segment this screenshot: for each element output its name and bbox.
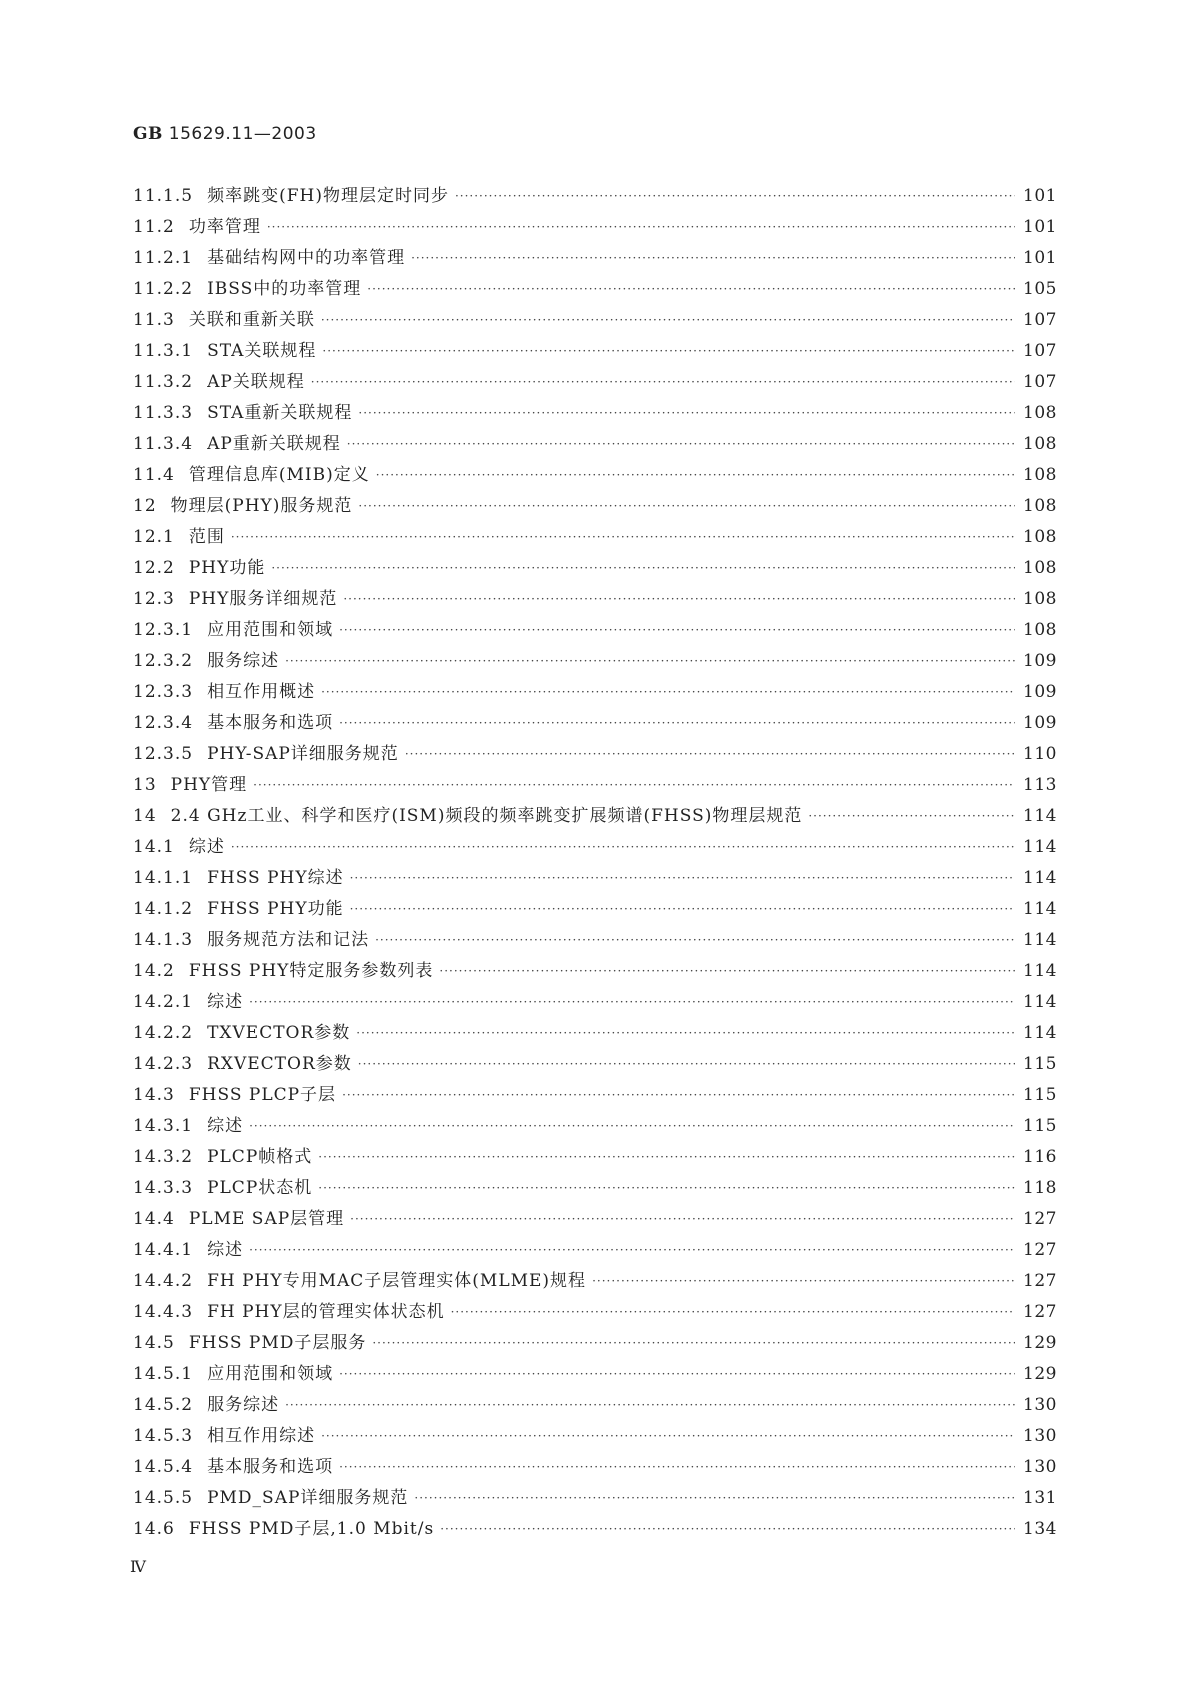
- toc-entry-number: 11.3.1: [133, 341, 194, 361]
- toc-entry-page: 114: [1023, 837, 1057, 857]
- toc-entry[interactable]: [133, 398, 1057, 429]
- toc-entry-page: 115: [1023, 1116, 1057, 1136]
- toc-leader-dots: [249, 1235, 1015, 1266]
- toc-entry[interactable]: [133, 336, 1057, 367]
- toc-entry[interactable]: [133, 677, 1057, 708]
- toc-entry-title: FHSS PHY综述: [207, 868, 344, 888]
- toc-entry[interactable]: [133, 1452, 1057, 1483]
- toc-entry-number: 14.2.3: [133, 1054, 194, 1074]
- toc-entry-title: PHY-SAP详细服务规范: [207, 744, 399, 764]
- toc-entry[interactable]: [133, 1018, 1057, 1049]
- toc-entry[interactable]: [133, 1204, 1057, 1235]
- toc-entry-number: 14.4.2: [133, 1271, 194, 1291]
- toc-leader-dots: [342, 1080, 1015, 1111]
- toc-entry-title: 功率管理: [188, 217, 261, 237]
- toc-leader-dots: [339, 1452, 1015, 1483]
- toc-leader-dots: [318, 1173, 1015, 1204]
- toc-leader-dots: [343, 584, 1015, 615]
- toc-entry[interactable]: [133, 770, 1057, 801]
- toc-entry-number: 12.2: [133, 558, 175, 578]
- toc-entry-number: 11.2: [133, 217, 175, 237]
- toc-entry-title: 基本服务和选项: [207, 1457, 334, 1477]
- toc-entry-number: 14.1: [133, 837, 175, 857]
- toc-entry-title: 2.4 GHz工业、科学和医疗(ISM)频段的频率跳变扩展频谱(FHSS)物理层规范: [170, 806, 803, 826]
- toc-entry-page: 109: [1023, 713, 1057, 733]
- toc-leader-dots: [375, 925, 1015, 956]
- toc-entry-page: 114: [1023, 992, 1057, 1012]
- toc-entry-page: 101: [1023, 186, 1057, 206]
- toc-leader-dots: [249, 1111, 1015, 1142]
- toc-entry-page: 107: [1023, 341, 1057, 361]
- toc-entry[interactable]: [133, 584, 1057, 615]
- toc-entry-title: FHSS PHY特定服务参数列表: [188, 961, 434, 981]
- toc-entry[interactable]: [133, 1266, 1057, 1297]
- toc-leader-dots: [356, 1018, 1015, 1049]
- toc-leader-dots: [321, 305, 1015, 336]
- toc-entry[interactable]: [133, 708, 1057, 739]
- toc-leader-dots: [321, 1421, 1015, 1452]
- toc-entry-page: 108: [1023, 620, 1057, 640]
- toc-entry-title: 物理层(PHY)服务规范: [170, 496, 353, 516]
- toc-leader-dots: [231, 832, 1015, 863]
- toc-entry-title: 应用范围和领域: [207, 620, 334, 640]
- toc-entry-page: 109: [1023, 651, 1057, 671]
- toc-entry[interactable]: [133, 832, 1057, 863]
- toc-entry-page: 116: [1023, 1147, 1057, 1167]
- toc-leader-dots: [455, 181, 1015, 212]
- toc-entry-number: 11.3: [133, 310, 175, 330]
- toc-leader-dots: [358, 398, 1015, 429]
- toc-entry-page: 108: [1023, 465, 1057, 485]
- toc-entry-title: FHSS PLCP子层: [188, 1085, 337, 1105]
- toc-entry-page: 127: [1023, 1271, 1057, 1291]
- toc-entry-title: 综述: [188, 837, 225, 857]
- toc-entry-page: 115: [1023, 1054, 1057, 1074]
- toc-entry-page: 113: [1023, 775, 1057, 795]
- toc-entry[interactable]: [133, 1173, 1057, 1204]
- toc-entry-number: 14.5.3: [133, 1426, 194, 1446]
- toc-leader-dots: [350, 1204, 1015, 1235]
- toc-leader-dots: [372, 1328, 1015, 1359]
- document-header: [133, 124, 317, 144]
- toc-entry-title: PLME SAP层管理: [188, 1209, 345, 1229]
- toc-entry-page: 118: [1023, 1178, 1057, 1198]
- toc-entry-number: 14.6: [133, 1519, 175, 1539]
- toc-entry-number: 14.4.3: [133, 1302, 194, 1322]
- toc-entry-number: 14.1.2: [133, 899, 194, 919]
- toc-entry[interactable]: [133, 863, 1057, 894]
- toc-entry-number: 14.5.2: [133, 1395, 194, 1415]
- toc-leader-dots: [358, 1049, 1015, 1080]
- toc-leader-dots: [271, 553, 1015, 584]
- toc-entry-page: 110: [1023, 744, 1057, 764]
- toc-leader-dots: [358, 491, 1015, 522]
- toc-entry-number: 12.3.1: [133, 620, 194, 640]
- toc-entry-number: 14.3: [133, 1085, 175, 1105]
- toc-entry[interactable]: [133, 1483, 1057, 1514]
- toc-entry[interactable]: [133, 460, 1057, 491]
- toc-entry-number: 11.2.1: [133, 248, 194, 268]
- toc-entry[interactable]: [133, 1359, 1057, 1390]
- toc-entry-title: 相互作用综述: [207, 1426, 316, 1446]
- toc-entry-title: 频率跳变(FH)物理层定时同步: [207, 186, 449, 206]
- toc-entry-page: 127: [1023, 1240, 1057, 1260]
- toc-entry-title: 基本服务和选项: [207, 713, 334, 733]
- toc-leader-dots: [321, 677, 1015, 708]
- toc-entry-number: 12.3.3: [133, 682, 194, 702]
- toc-entry-number: 13: [133, 775, 157, 795]
- toc-entry-title: STA关联规程: [207, 341, 317, 361]
- toc-entry[interactable]: [133, 491, 1057, 522]
- toc-entry-page: 130: [1023, 1426, 1057, 1446]
- toc-leader-dots: [318, 1142, 1015, 1173]
- toc-leader-dots: [405, 739, 1015, 770]
- toc-leader-dots: [347, 429, 1015, 460]
- toc-entry[interactable]: [133, 987, 1057, 1018]
- toc-entry-number: 11.3.2: [133, 372, 194, 392]
- toc-entry-title: 服务规范方法和记法: [207, 930, 370, 950]
- toc-entry-page: 107: [1023, 310, 1057, 330]
- toc-entry-title: STA重新关联规程: [207, 403, 353, 423]
- toc-entry-page: 108: [1023, 558, 1057, 578]
- toc-leader-dots: [439, 956, 1015, 987]
- toc-entry-title: RXVECTOR参数: [207, 1054, 352, 1074]
- toc-leader-dots: [808, 801, 1015, 832]
- toc-entry-page: 108: [1023, 527, 1057, 547]
- toc-entry-page: 108: [1023, 434, 1057, 454]
- toc-entry-number: 11.4: [133, 465, 175, 485]
- toc-leader-dots: [231, 522, 1015, 553]
- toc-entry-page: 130: [1023, 1457, 1057, 1477]
- toc-entry-title: FHSS PHY功能: [207, 899, 344, 919]
- toc-leader-dots: [339, 708, 1015, 739]
- toc-entry-title: PHY管理: [170, 775, 248, 795]
- toc-entry-title: 服务综述: [207, 651, 280, 671]
- toc-entry[interactable]: [133, 243, 1057, 274]
- toc-entry-page: 114: [1023, 1023, 1057, 1043]
- toc-entry[interactable]: [133, 1080, 1057, 1111]
- toc-leader-dots: [339, 615, 1015, 646]
- toc-leader-dots: [322, 336, 1015, 367]
- toc-entry-title: 范围: [188, 527, 225, 547]
- toc-entry-page: 115: [1023, 1085, 1057, 1105]
- toc-entry-page: 114: [1023, 961, 1057, 981]
- toc-entry[interactable]: [133, 894, 1057, 925]
- toc-entry[interactable]: [133, 925, 1057, 956]
- toc-entry[interactable]: [133, 1328, 1057, 1359]
- toc-entry-number: 14.5.1: [133, 1364, 194, 1384]
- toc-leader-dots: [311, 367, 1015, 398]
- toc-entry-page: 129: [1023, 1364, 1057, 1384]
- toc-leader-dots: [350, 894, 1015, 925]
- toc-leader-dots: [440, 1514, 1015, 1545]
- page-number: Ⅳ: [130, 1557, 146, 1576]
- toc-entry-title: FH PHY专用MAC子层管理实体(MLME)规程: [207, 1271, 587, 1291]
- toc-entry-page: 101: [1023, 248, 1057, 268]
- toc-entry[interactable]: [133, 1421, 1057, 1452]
- toc-entry-number: 14.1.3: [133, 930, 194, 950]
- toc-entry-number: 11.3.3: [133, 403, 194, 423]
- toc-entry-number: 14.2: [133, 961, 175, 981]
- toc-entry-page: 108: [1023, 403, 1057, 423]
- toc-entry-title: PLCP状态机: [207, 1178, 313, 1198]
- toc-entry-number: 14.5.4: [133, 1457, 194, 1477]
- toc-entry-title: IBSS中的功率管理: [207, 279, 362, 299]
- toc-entry-page: 114: [1023, 899, 1057, 919]
- toc-entry[interactable]: [133, 956, 1057, 987]
- toc-entry[interactable]: [133, 522, 1057, 553]
- toc-entry[interactable]: [133, 1514, 1057, 1545]
- toc-entry[interactable]: [133, 274, 1057, 305]
- toc-entry-title: FHSS PMD子层,1.0 Mbit/s: [188, 1519, 435, 1539]
- toc-entry-title: 关联和重新关联: [188, 310, 315, 330]
- toc-leader-dots: [267, 212, 1015, 243]
- toc-entry[interactable]: [133, 1390, 1057, 1421]
- toc-entry[interactable]: [133, 367, 1057, 398]
- toc-entry-page: 131: [1023, 1488, 1057, 1508]
- toc-entry-number: 11.1.5: [133, 186, 194, 206]
- toc-leader-dots: [376, 460, 1015, 491]
- toc-entry-number: 14.4.1: [133, 1240, 194, 1260]
- toc-entry-title: 管理信息库(MIB)定义: [188, 465, 370, 485]
- toc-entry-number: 12.3.2: [133, 651, 194, 671]
- toc-entry-title: PMD_SAP详细服务规范: [207, 1488, 409, 1508]
- toc-leader-dots: [411, 243, 1015, 274]
- toc-entry-number: 12: [133, 496, 157, 516]
- toc-entry-number: 11.2.2: [133, 279, 194, 299]
- toc-entry-number: 14.3.2: [133, 1147, 194, 1167]
- toc-entry[interactable]: [133, 1142, 1057, 1173]
- toc-entry-title: 综述: [207, 992, 244, 1012]
- toc-entry[interactable]: [133, 646, 1057, 677]
- toc-entry-page: 109: [1023, 682, 1057, 702]
- toc-entry-number: 14.2.2: [133, 1023, 194, 1043]
- toc-entry[interactable]: [133, 553, 1057, 584]
- toc-entry-page: 129: [1023, 1333, 1057, 1353]
- toc-entry-title: 综述: [207, 1116, 244, 1136]
- toc-entry-title: AP重新关联规程: [207, 434, 341, 454]
- toc-entry-page: 134: [1023, 1519, 1057, 1539]
- toc-entry-number: 14.3.3: [133, 1178, 194, 1198]
- toc-entry-page: 127: [1023, 1302, 1057, 1322]
- toc-entry-page: 130: [1023, 1395, 1057, 1415]
- toc-leader-dots: [249, 987, 1015, 1018]
- toc-leader-dots: [451, 1297, 1015, 1328]
- toc-entry-number: 14.4: [133, 1209, 175, 1229]
- toc-entry-number: 14.5.5: [133, 1488, 194, 1508]
- toc-entry-page: 105: [1023, 279, 1057, 299]
- toc-entry-title: 服务综述: [207, 1395, 280, 1415]
- toc-entry-title: FH PHY层的管理实体状态机: [207, 1302, 445, 1322]
- toc-entry-title: PHY服务详细规范: [188, 589, 338, 609]
- toc-entry-title: 基础结构网中的功率管理: [207, 248, 406, 268]
- standard-code: 15629.11—2003: [168, 124, 317, 144]
- toc-entry[interactable]: [133, 1111, 1057, 1142]
- standard-prefix: GB: [133, 124, 163, 144]
- toc-entry-title: 应用范围和领域: [207, 1364, 334, 1384]
- toc-entry-page: 127: [1023, 1209, 1057, 1229]
- toc-entry-title: 综述: [207, 1240, 244, 1260]
- table-of-contents: [133, 181, 1057, 1545]
- toc-leader-dots: [285, 646, 1015, 677]
- toc-entry-number: 12.3: [133, 589, 175, 609]
- toc-leader-dots: [592, 1266, 1015, 1297]
- toc-leader-dots: [285, 1390, 1015, 1421]
- toc-entry[interactable]: [133, 615, 1057, 646]
- toc-entry[interactable]: [133, 1235, 1057, 1266]
- toc-entry-page: 114: [1023, 868, 1057, 888]
- toc-entry-number: 12.3.4: [133, 713, 194, 733]
- toc-entry[interactable]: [133, 739, 1057, 770]
- toc-entry[interactable]: [133, 1297, 1057, 1328]
- toc-entry-page: 107: [1023, 372, 1057, 392]
- toc-entry-title: TXVECTOR参数: [207, 1023, 351, 1043]
- toc-entry-number: 11.3.4: [133, 434, 194, 454]
- toc-leader-dots: [367, 274, 1015, 305]
- toc-entry-page: 114: [1023, 930, 1057, 950]
- toc-entry-title: PLCP帧格式: [207, 1147, 313, 1167]
- toc-entry-number: 12.1: [133, 527, 175, 547]
- toc-entry-page: 101: [1023, 217, 1057, 237]
- toc-entry-number: 14: [133, 806, 157, 826]
- toc-entry-number: 14.1.1: [133, 868, 194, 888]
- toc-entry-title: 相互作用概述: [207, 682, 316, 702]
- toc-entry-title: FHSS PMD子层服务: [188, 1333, 367, 1353]
- toc-leader-dots: [253, 770, 1015, 801]
- toc-entry-number: 14.5: [133, 1333, 175, 1353]
- toc-entry-number: 14.3.1: [133, 1116, 194, 1136]
- toc-entry-title: PHY功能: [188, 558, 266, 578]
- toc-entry[interactable]: [133, 212, 1057, 243]
- toc-entry[interactable]: [133, 801, 1057, 832]
- toc-entry[interactable]: [133, 305, 1057, 336]
- toc-entry-number: 14.2.1: [133, 992, 194, 1012]
- toc-entry[interactable]: [133, 429, 1057, 460]
- toc-entry[interactable]: [133, 1049, 1057, 1080]
- toc-leader-dots: [339, 1359, 1015, 1390]
- toc-entry-page: 114: [1023, 806, 1057, 826]
- toc-entry[interactable]: [133, 181, 1057, 212]
- toc-entry-title: AP关联规程: [207, 372, 305, 392]
- toc-entry-page: 108: [1023, 589, 1057, 609]
- toc-leader-dots: [414, 1483, 1015, 1514]
- toc-entry-page: 108: [1023, 496, 1057, 516]
- toc-leader-dots: [350, 863, 1015, 894]
- toc-entry-number: 12.3.5: [133, 744, 194, 764]
